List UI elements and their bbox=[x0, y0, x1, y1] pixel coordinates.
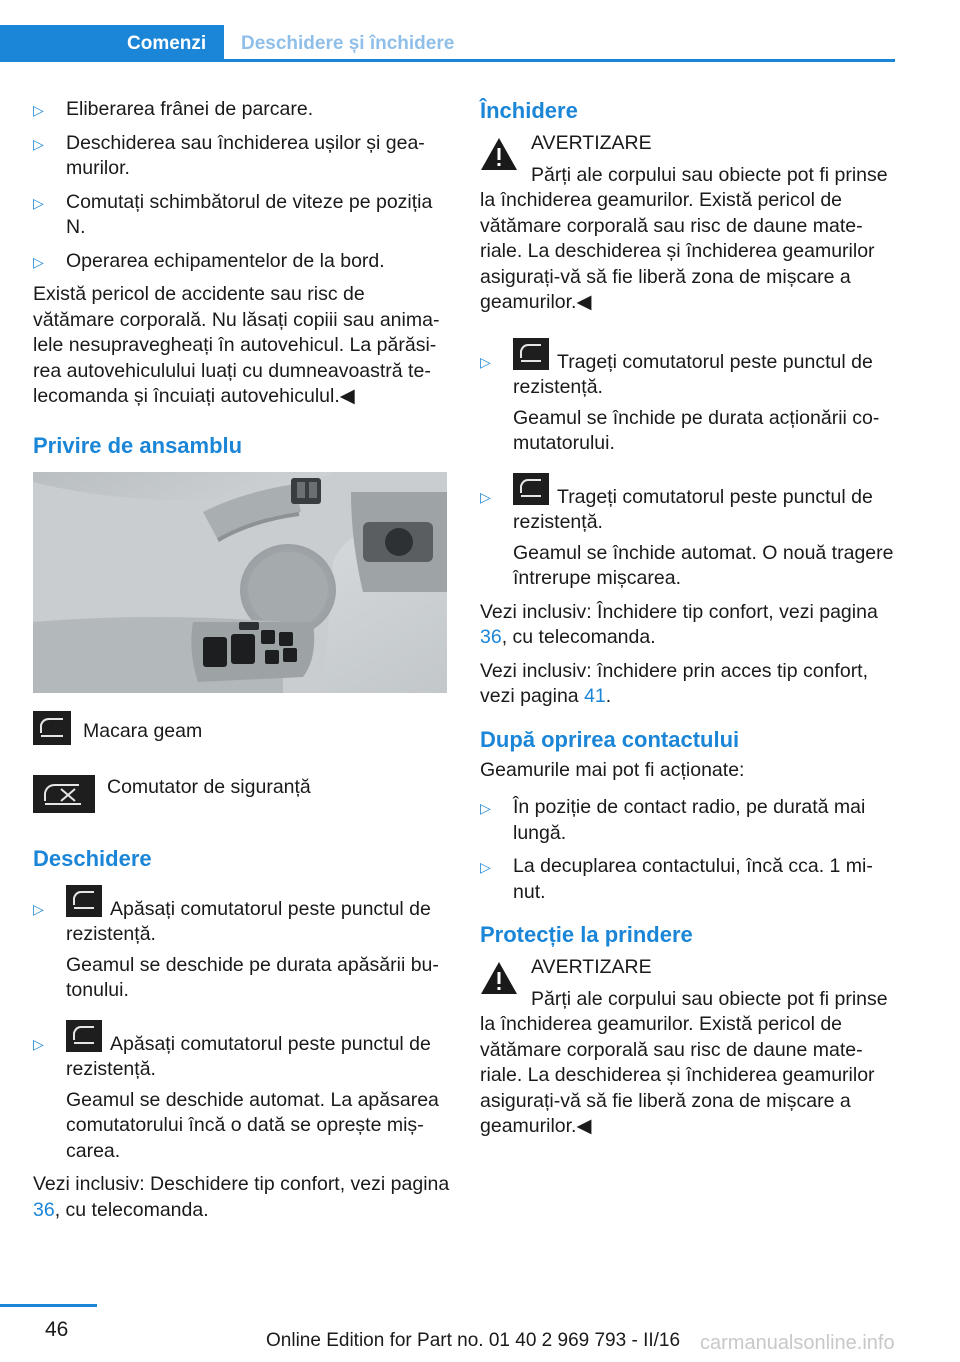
warning-block bbox=[480, 955, 898, 1140]
tab-comenzi[interactable]: Comenzi bbox=[0, 25, 224, 62]
pinch-protection-heading: Protecție la prindere bbox=[480, 922, 693, 947]
legend-label-safety-switch: Comutator de siguranță bbox=[107, 775, 311, 798]
legend-window-lift bbox=[33, 711, 451, 771]
triangle-bullet-icon: ▷ bbox=[33, 1035, 44, 1052]
warning-title: AVERTIZARE bbox=[531, 132, 652, 154]
page-header bbox=[0, 0, 895, 62]
overview-heading: Privire de ansamblu bbox=[33, 432, 243, 458]
after-ignition-list bbox=[480, 795, 898, 905]
after-ignition-intro: Geamurile mai pot fi acționate: bbox=[480, 758, 745, 781]
warning-block bbox=[480, 131, 898, 316]
warning-title: AVERTIZARE bbox=[531, 956, 652, 978]
triangle-bullet-icon: ▷ bbox=[33, 900, 44, 917]
watermark: carmanualsonline.info bbox=[700, 1332, 895, 1354]
header-divider bbox=[0, 59, 895, 62]
window-lift-icon bbox=[33, 711, 71, 745]
triangle-bullet-icon: ▷ bbox=[480, 859, 491, 875]
right-column bbox=[480, 97, 898, 1148]
footer-divider bbox=[0, 1304, 97, 1307]
warning-paragraph: Există pericol de accidente sau risc de vătămare corporală. Nu lăsați copiii sau animalele nesupravegheați în autovehicul. La părăsirea autovehiculului luați cu dumneavoastră telecomanda și încuiați autovehiculul.◀ bbox=[33, 283, 440, 407]
page-link[interactable]: 41 bbox=[584, 685, 606, 707]
triangle-bullet-icon: ▷ bbox=[33, 102, 44, 118]
see-also-opening: Vezi inclusiv: Deschidere tip confort, vezi pagina 36, cu telecomanda. bbox=[33, 1173, 450, 1221]
list-item: ▷ Operarea echipamentelor de la bord. bbox=[33, 249, 451, 275]
window-lift-icon bbox=[66, 1020, 102, 1052]
edition-text: Online Edition for Part no. 01 40 2 969 793 - II/16 bbox=[266, 1330, 681, 1351]
triangle-bullet-icon: ▷ bbox=[33, 194, 44, 211]
triangle-bullet-icon: ▷ bbox=[33, 253, 44, 270]
door-switch-image bbox=[33, 472, 447, 693]
legend-label-window-lift: Macara geam bbox=[83, 719, 203, 742]
list-item: ▷ Apăsați comutatorul peste punctul de rezistență. Geamul se deschide automat. La apăsarea comutatorului încă o dată se oprește mișcarea. bbox=[33, 1020, 451, 1165]
window-lift-icon bbox=[513, 473, 549, 505]
triangle-bullet-icon: ▷ bbox=[480, 353, 491, 370]
tab-deschidere-inchidere[interactable]: Deschidere și închidere bbox=[241, 33, 455, 54]
door-panel-photo bbox=[33, 472, 447, 693]
after-ignition-heading: După oprirea contactului bbox=[480, 726, 740, 752]
safety-switch-icon bbox=[33, 775, 95, 813]
triangle-bullet-icon: ▷ bbox=[480, 800, 491, 816]
list-item: ▷ Comutați schimbătorul de viteze pe poziția N. bbox=[33, 190, 433, 238]
warning-body: Părți ale corpului sau obiecte pot fi prinse la închiderea geamurilor. Există pericol de vătămare corporală sau risc de daune materiale. La deschiderea și închiderea geamurilor asigurați-vă să fie liberă zona de mișcare a geamurilor.◀ bbox=[480, 987, 888, 1137]
page-link[interactable]: 36 bbox=[33, 1198, 55, 1221]
triangle-bullet-icon: ▷ bbox=[33, 135, 44, 152]
see-also-closing: Vezi inclusiv: Închidere tip confort, vezi pagina 36, cu telecomanda. bbox=[480, 600, 878, 648]
see-also-comfort-access: Vezi inclusiv: închidere prin acces tip confort, vezi pagina 41. bbox=[480, 659, 869, 707]
list-item: ▷ În poziție de contact radio, pe durată mai lungă. bbox=[480, 796, 866, 844]
page-link[interactable]: 36 bbox=[480, 626, 502, 648]
warning-triangle-icon bbox=[480, 961, 518, 995]
window-lift-icon bbox=[66, 885, 102, 917]
closing-heading: Închidere bbox=[480, 98, 578, 123]
warning-body: Părți ale corpului sau obiecte pot fi prinse la închiderea geamurilor. Există pericol de vătămare corporală sau risc de daune materiale. La deschiderea și închiderea geamurilor asigurați-vă să fie liberă zona de mișcare a geamurilor.◀ bbox=[480, 163, 888, 313]
list-item: ▷ La decuplarea contactului, încă cca. 1 minut. bbox=[480, 855, 873, 903]
window-lift-icon bbox=[513, 338, 549, 370]
left-column bbox=[33, 97, 451, 1231]
legend-safety-switch bbox=[33, 771, 451, 839]
list-item: ▷ Eliberarea frânei de parcare. bbox=[33, 97, 451, 123]
list-item: ▷ Trageți comutatorul peste punctul de rezistență. Geamul se închide pe durata acționării comutatorului. bbox=[480, 338, 898, 457]
warning-triangle-icon bbox=[480, 137, 518, 171]
opening-heading: Deschidere bbox=[33, 845, 152, 871]
closing-list bbox=[480, 338, 898, 592]
list-item: ▷ Trageți comutatorul peste punctul de rezistență. Geamul se închide automat. O nouă tragere întrerupe mișcarea. bbox=[480, 473, 898, 592]
opening-list bbox=[33, 885, 451, 1165]
conditions-list bbox=[33, 97, 451, 274]
triangle-bullet-icon: ▷ bbox=[480, 488, 491, 505]
list-item: ▷ Apăsați comutatorul peste punctul de rezistență. Geamul se deschide pe durata apăsării butonului. bbox=[33, 885, 451, 1004]
page-number: 46 bbox=[45, 1318, 69, 1341]
list-item: ▷ Deschiderea sau închiderea ușilor și geamurilor. bbox=[33, 131, 425, 179]
